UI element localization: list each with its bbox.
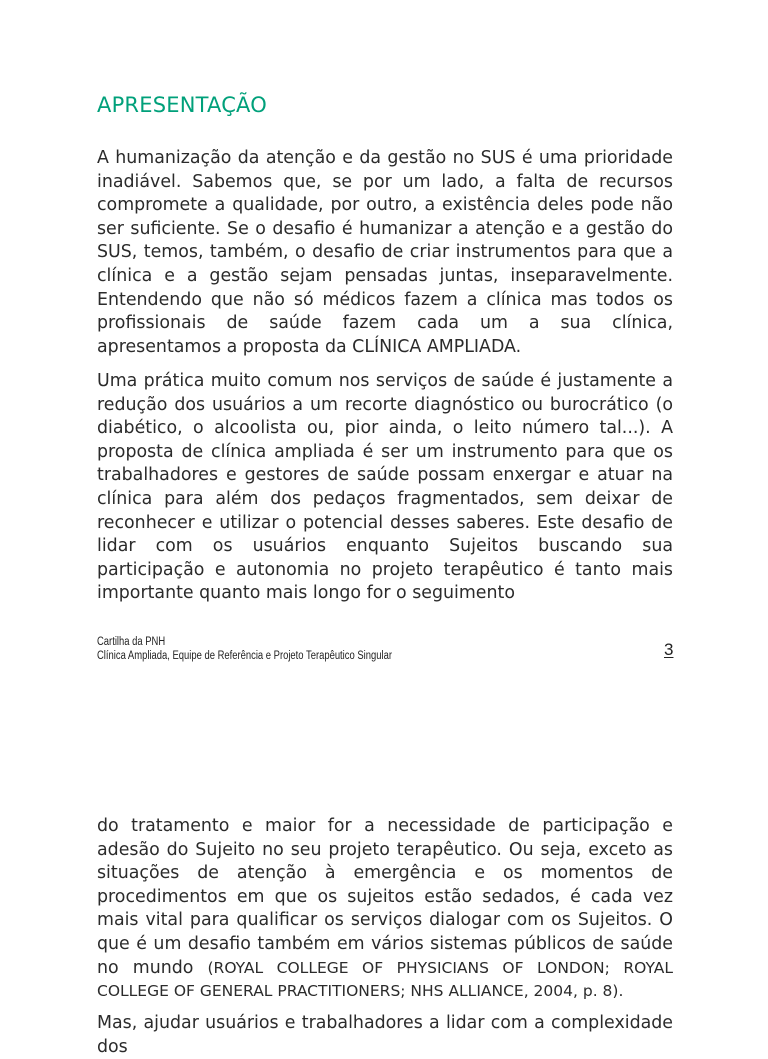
page-number: 3 bbox=[664, 640, 674, 659]
intro-paragraph: A humanização da atenção e da gestão no SUS é uma prioridade inadiável. Sabemos que, se por um lado, a falta de recursos compromete a qualidade, por outro, a existência deles pode não ser suficiente. Se o desafio é humanizar a atenção e a gestão do SUS, temos, também, o desafio de criar instrumentos para que a clínica e a gestão sejam pensadas juntas, inseparavelmente. Entendendo que não só médicos fazem a clínica mas todos os profissionais de saúde fazem cada um a sua clínica, apresentamos a proposta da CLÍNICA AMPLIADA. bbox=[97, 148, 673, 357]
section-heading: APRESENTAÇÃO bbox=[97, 93, 267, 117]
partial-paragraph: Mas, ajudar usuários e trabalhadores a lidar com a complexidade dos bbox=[97, 1013, 673, 1057]
document-page-2 bbox=[0, 700, 768, 1057]
footer-subtitle: Clínica Ampliada, Equipe de Referência e Projeto Terapêutico Singular bbox=[97, 650, 392, 662]
continuation-text: do tratamento e maior for a necessidade de participação e adesão do Sujeito no seu projeto terapêutico. Ou seja, exceto as situações de atenção à emergência e os momentos de procedimentos em que os sujeitos estão sedados, é cada vez mais vital para qualificar os serviços dialogar com os Sujeitos. O que é um desafio também em vários sistemas públicos de saúde no mundo bbox=[97, 816, 673, 978]
footer-publication-title: Cartilha da PNH bbox=[97, 636, 166, 648]
clinical-practice-paragraph: Uma prática muito comum nos serviços de saúde é justamente a redução dos usuários a um recorte diagnóstico ou burocrático (o diabético, o alcoolista ou, pior ainda, o leito número tal...). A proposta de clínica ampliada é ser um instrumento para que os trabalhadores e gestores de saúde possam enxergar e atuar na clínica para além dos pedaços fragmentados, sem deixar de reconhecer e utilizar o potencial desses saberes. Este desafio de lidar com os usuários enquanto Sujeitos buscando sua participação e autonomia no projeto terapêutico é tanto mais importante quanto mais longo for o seguimento bbox=[97, 371, 673, 604]
continuation-paragraph bbox=[97, 815, 673, 1004]
citation-reference: (ROYAL COLLEGE OF PHYSICIANS OF LONDON; ROYAL COLLEGE OF GENERAL PRACTITIONERS; NHS ALLIANCE, 2004, p. 8). bbox=[97, 958, 673, 1001]
page-footer bbox=[97, 635, 392, 663]
